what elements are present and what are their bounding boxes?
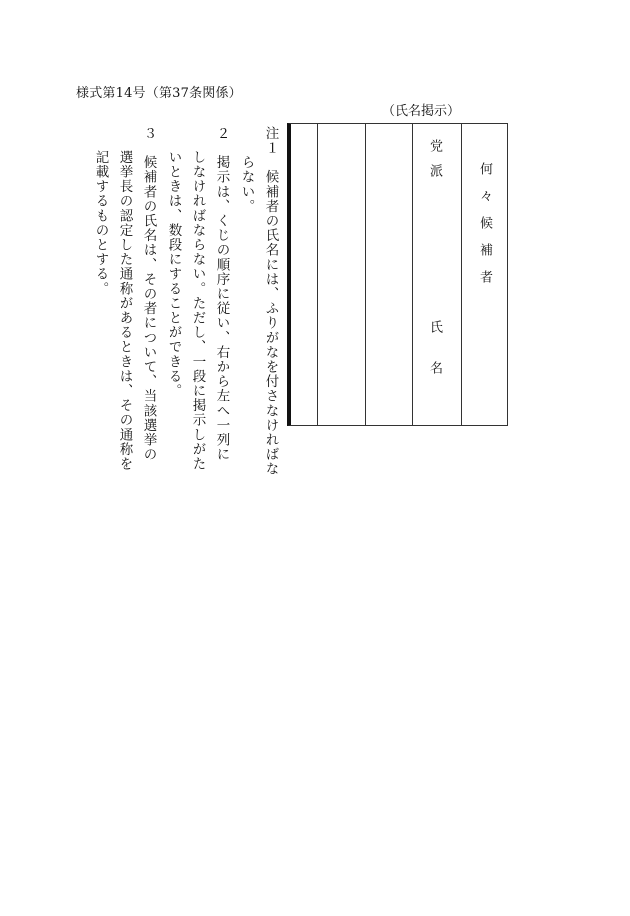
- note-line: ３ 候補者の氏名は、その者について、当該選挙の: [140, 126, 157, 462]
- note-line: ２ 掲示は、くじの順序に従い、右から左へ一列に: [213, 126, 230, 462]
- posting-table: [287, 123, 508, 426]
- note-line: 選挙長の認定した通称があるときは、その通称を: [116, 150, 133, 472]
- candidate-example: 何々候補者: [477, 162, 492, 297]
- column-divider: [461, 124, 462, 425]
- form-number-title: 様式第14号（第37条関係）: [76, 86, 242, 101]
- note-line: しなければならない。ただし、一段に掲示しがた: [189, 150, 206, 472]
- form-subtitle: （氏名掲示）: [382, 104, 461, 119]
- name-label-text: 氏名: [427, 320, 442, 402]
- note-line: いときは、数段にすることができる。: [165, 150, 182, 399]
- note-line: 注１ 候補者の氏名には、ふりがなを付さなければな: [262, 126, 279, 477]
- column-divider: [317, 124, 318, 425]
- party-label-text: 党派: [427, 139, 442, 189]
- note-line: らない。: [238, 126, 255, 214]
- column-divider: [365, 124, 366, 425]
- column-divider: [412, 124, 413, 425]
- notes-section: [92, 126, 282, 477]
- note-line: 記載するものとする。: [92, 150, 109, 296]
